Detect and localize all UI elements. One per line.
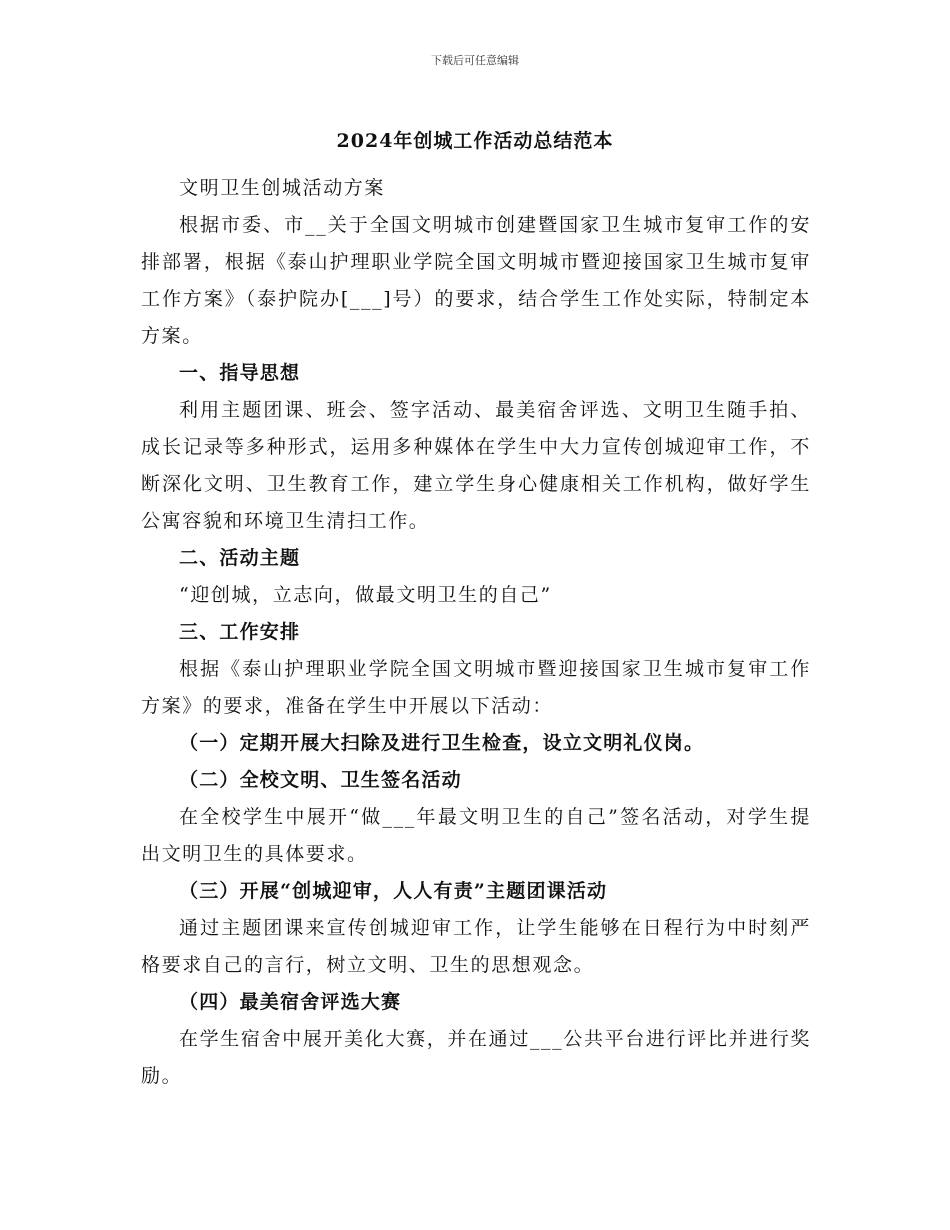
- paragraph-guiding-ideology: 利用主题团课、班会、签字活动、最美宿舍评选、文明卫生随手拍、成长记录等多种形式，运用多种媒体在学生中大力宣传创城迎审工作，不断深化文明、卫生教育工作，建立学生身心健康相关工作机构，做好学生公寓容貌和环境卫生清扫工作。: [141, 399, 811, 532]
- heading-guiding-ideology: 一、指导思想: [179, 362, 301, 384]
- paragraph-plan-name: 文明卫生创城活动方案: [179, 177, 386, 199]
- header-note: 下载后可任意编辑: [431, 54, 519, 67]
- paragraph-activity-theme: “迎创城，立志向，做最文明卫生的自己”: [179, 584, 552, 606]
- document-body: [141, 170, 811, 1095]
- heading-activity-theme: 二、活动主题: [179, 547, 301, 569]
- paragraph-work-arrangement: 根据《泰山护理职业学院全国文明城市暨迎接国家卫生城市复审工作方案》的要求，准备在学生中开展以下活动：: [141, 658, 811, 717]
- paragraph-intro: 根据市委、市__关于全国文明城市创建暨国家卫生城市复审工作的安排部署，根据《泰山护理职业学院全国文明城市暨迎接国家卫生城市复审工作方案》（泰护院办[___]号）的要求，结合学生工作处实际，特制定本方案。: [141, 214, 811, 347]
- document-title: 2024年创城工作活动总结范本: [336, 130, 614, 152]
- subheading-league-class: （三）开展“创城迎审，人人有责”主题团课活动: [179, 880, 608, 902]
- heading-work-arrangement: 三、工作安排: [179, 621, 301, 643]
- subheading-signature: （二）全校文明、卫生签名活动: [179, 769, 462, 791]
- subheading-cleaning: （一）定期开展大扫除及进行卫生检查，设立文明礼仪岗。: [179, 732, 705, 754]
- subheading-dorm-contest: （四）最美宿舍评选大赛: [179, 991, 402, 1013]
- paragraph-dorm-contest: 在学生宿舍中展开美化大赛，并在通过___公共平台进行评比并进行奖励。: [141, 1028, 811, 1087]
- paragraph-signature: 在全校学生中展开“做___年最文明卫生的自己”签名活动，对学生提出文明卫生的具体要求。: [141, 806, 811, 865]
- paragraph-league-class: 通过主题团课来宣传创城迎审工作，让学生能够在日程行为中时刻严格要求自己的言行，树立文明、卫生的思想观念。: [141, 917, 811, 976]
